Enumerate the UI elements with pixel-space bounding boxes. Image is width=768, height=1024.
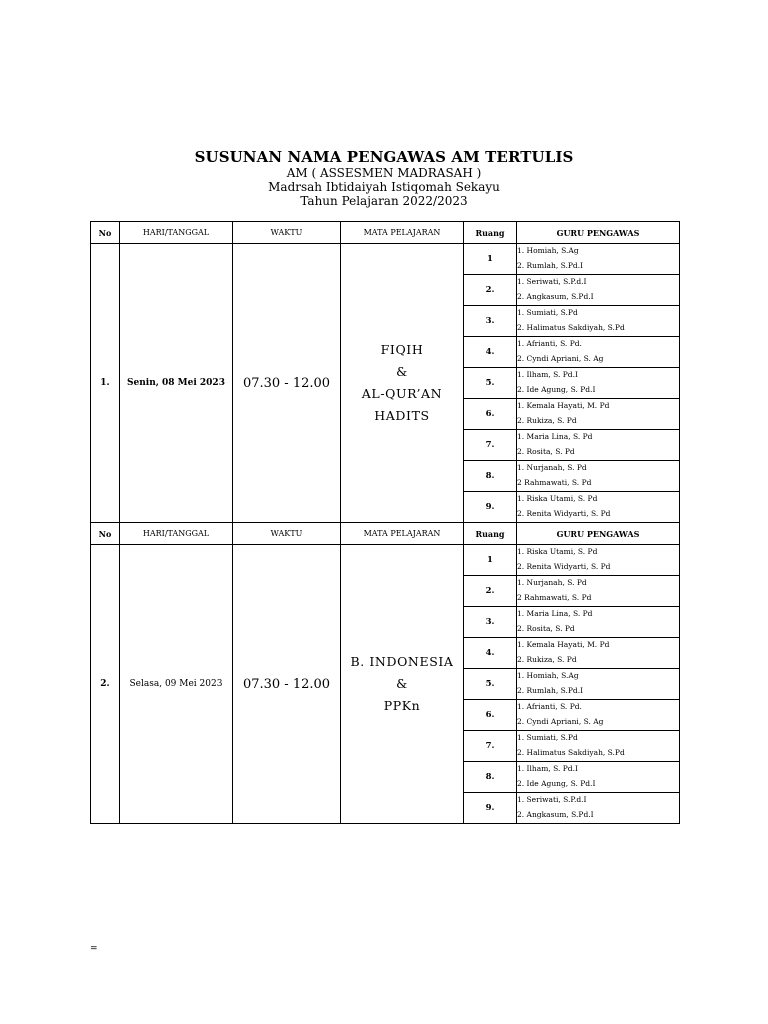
supervisor-name: 1. Seriwati, S.P.d.I — [517, 795, 587, 805]
room-number: 3. — [464, 607, 517, 638]
supervisor-name: 2 Rahmawati, S. Pd — [517, 478, 592, 487]
supervisor-name: 1. Kemala Hayati, M. Pd — [517, 401, 610, 411]
column-header: Ruang — [464, 523, 517, 545]
room-number: 1 — [464, 244, 517, 275]
room-number: 6. — [464, 399, 517, 430]
table-header-row — [91, 523, 680, 545]
session-number: 1. — [91, 244, 120, 523]
supervisor-cell — [517, 731, 680, 762]
column-header: No — [91, 523, 120, 545]
supervisor-name: 1. Kemala Hayati, M. Pd — [517, 640, 610, 650]
supervisor-cell — [517, 638, 680, 669]
room-number: 2. — [464, 275, 517, 306]
column-header: MATA PELAJARAN — [341, 523, 464, 545]
supervisor-name: 2. Ide Agung, S. Pd.I — [517, 779, 596, 788]
session-number: 2. — [91, 545, 120, 824]
session-time: 07.30 - 12.00 — [233, 244, 341, 523]
room-number: 9. — [464, 793, 517, 824]
column-header: GURU PENGAWAS — [517, 222, 680, 244]
supervisor-name: 1. Maria Lina, S. Pd — [517, 609, 593, 619]
column-header: MATA PELAJARAN — [341, 222, 464, 244]
supervisor-cell — [517, 545, 680, 576]
column-header: HARI/TANGGAL — [120, 523, 233, 545]
column-header: HARI/TANGGAL — [120, 222, 233, 244]
document-subtitle: AM ( ASSESMEN MADRASAH ) — [286, 166, 482, 180]
supervisor-cell — [517, 461, 680, 492]
supervisor-name: 2. Rumlah, S.Pd.I — [517, 686, 584, 695]
academic-year: Tahun Pelajaran 2022/2023 — [300, 194, 468, 208]
school-name: Madrsah Ibtidaiyah Istiqomah Sekayu — [268, 180, 500, 194]
supervisor-name: 1. Afrianti, S. Pd. — [517, 702, 582, 712]
supervisor-name: 1. Riska Utami, S. Pd — [517, 547, 598, 557]
supervisor-cell — [517, 244, 680, 275]
supervisor-cell — [517, 492, 680, 523]
supervisor-cell — [517, 337, 680, 368]
room-number: 7. — [464, 731, 517, 762]
supervisor-name: 1. Homiah, S.Ag — [517, 246, 579, 256]
supervisor-cell — [517, 306, 680, 337]
room-number: 9. — [464, 492, 517, 523]
subject-line: & — [396, 364, 408, 379]
supervisor-name: 1. Ilham, S. Pd.I — [517, 764, 578, 774]
supervisor-name: 2. Halimatus Sakdiyah, S.Pd — [517, 748, 625, 757]
supervisor-cell — [517, 700, 680, 731]
column-header: GURU PENGAWAS — [517, 523, 680, 545]
supervisor-name: 2. Halimatus Sakdiyah, S.Pd — [517, 323, 625, 332]
column-header: WAKTU — [233, 222, 341, 244]
supervisor-name: 2 Rahmawati, S. Pd — [517, 593, 592, 602]
supervisor-name: 2. Angkasum, S.Pd.I — [517, 292, 594, 301]
table-header-row — [91, 222, 680, 244]
supervisor-name: 1. Riska Utami, S. Pd — [517, 494, 598, 504]
supervisor-name: 2. Cyndi Apriani, S. Ag — [517, 717, 604, 726]
supervisor-cell — [517, 762, 680, 793]
subject-line: HADITS — [374, 408, 430, 423]
table-row — [91, 244, 680, 275]
room-number: 2. — [464, 576, 517, 607]
supervisor-name: 1. Seriwati, S.P.d.I — [517, 277, 587, 287]
supervisor-name: 1. Ilham, S. Pd.I — [517, 370, 578, 380]
room-number: 8. — [464, 762, 517, 793]
supervisor-name: 2. Rukiza, S. Pd — [517, 655, 577, 664]
schedule-table — [90, 221, 680, 824]
subject-cell — [341, 244, 464, 523]
supervisor-name: 2. Rumlah, S.Pd.I — [517, 261, 584, 270]
supervisor-name: 2. Cyndi Apriani, S. Ag — [517, 354, 604, 363]
supervisor-cell — [517, 576, 680, 607]
supervisor-name: 2. Rukiza, S. Pd — [517, 416, 577, 425]
supervisor-cell — [517, 275, 680, 306]
supervisor-cell — [517, 607, 680, 638]
supervisor-name: 1. Maria Lina, S. Pd — [517, 432, 593, 442]
supervisor-name: 2. Angkasum, S.Pd.I — [517, 810, 594, 819]
supervisor-name: 1. Afrianti, S. Pd. — [517, 339, 582, 349]
session-time: 07.30 - 12.00 — [233, 545, 341, 824]
subject-line: & — [396, 676, 408, 691]
supervisor-name: 2. Renita Widyarti, S. Pd — [517, 562, 611, 571]
subject-cell — [341, 545, 464, 824]
column-header: No — [91, 222, 120, 244]
document-title: SUSUNAN NAMA PENGAWAS AM TERTULIS — [194, 148, 574, 166]
room-number: 4. — [464, 638, 517, 669]
column-header: Ruang — [464, 222, 517, 244]
session-date: Selasa, 09 Mei 2023 — [120, 545, 233, 824]
supervisor-name: 2. Rosita, S. Pd — [517, 447, 575, 456]
supervisor-name: 2. Rosita, S. Pd — [517, 624, 575, 633]
room-number: 3. — [464, 306, 517, 337]
subject-line: FIQIH — [380, 342, 424, 357]
supervisor-cell — [517, 669, 680, 700]
supervisor-cell — [517, 399, 680, 430]
supervisor-cell — [517, 430, 680, 461]
supervisor-name: 1. Homiah, S.Ag — [517, 671, 579, 681]
supervisor-cell — [517, 793, 680, 824]
room-number: 8. — [464, 461, 517, 492]
supervisor-cell — [517, 368, 680, 399]
subject-line: B. INDONESIA — [350, 654, 454, 669]
supervisor-name: 2. Ide Agung, S. Pd.I — [517, 385, 596, 394]
room-number: 5. — [464, 368, 517, 399]
session-date: Senin, 08 Mei 2023 — [120, 244, 233, 523]
subject-line: PPKn — [383, 698, 421, 713]
room-number: 5. — [464, 669, 517, 700]
room-number: 6. — [464, 700, 517, 731]
table-row — [91, 545, 680, 576]
supervisor-name: 1. Sumiati, S.Pd — [517, 308, 578, 318]
room-number: 1 — [464, 545, 517, 576]
subject-line: AL-QUR’AN — [361, 386, 443, 401]
supervisor-name: 2. Renita Widyarti, S. Pd — [517, 509, 611, 518]
room-number: 7. — [464, 430, 517, 461]
room-number: 4. — [464, 337, 517, 368]
footer-mark: = — [90, 944, 98, 954]
supervisor-name: 1. Nurjanah, S. Pd — [517, 463, 587, 473]
supervisor-name: 1. Sumiati, S.Pd — [517, 733, 578, 743]
column-header: WAKTU — [233, 523, 341, 545]
supervisor-name: 1. Nurjanah, S. Pd — [517, 578, 587, 588]
